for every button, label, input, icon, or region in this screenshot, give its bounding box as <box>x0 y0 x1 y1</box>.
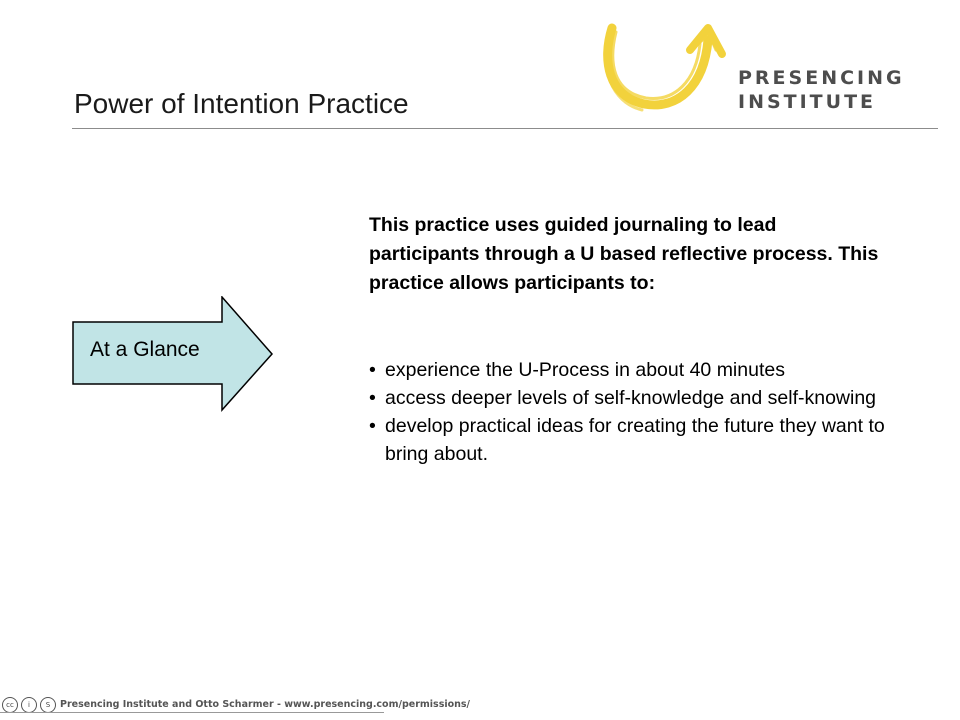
list-item <box>369 384 909 412</box>
list-item-text: develop practical ideas for creating the future they want to bring about. <box>385 415 885 465</box>
benefits-list <box>369 356 909 468</box>
logo-line-2: INSTITUTE <box>738 91 877 113</box>
presencing-u-logo-icon <box>592 20 732 120</box>
footer-underline <box>0 712 384 713</box>
list-item-text: experience the U-Process in about 40 minutes <box>385 359 785 381</box>
at-a-glance-label: At a Glance <box>90 338 200 361</box>
license-icons <box>2 697 56 713</box>
logo-line-1: PRESENCING <box>738 67 905 89</box>
attribution-icon: i <box>21 697 37 713</box>
bullet-icon: • <box>369 387 376 409</box>
slide-title: Power of Intention Practice <box>74 88 409 119</box>
title-underline <box>72 128 938 129</box>
license-footer <box>0 690 960 720</box>
cc-icon: cc <box>2 697 18 713</box>
presencing-institute-wordmark <box>738 66 905 114</box>
list-item <box>369 356 909 384</box>
license-text[interactable]: Presencing Institute and Otto Scharmer - www.presencing.com/permissions/ <box>60 699 471 710</box>
bullet-icon: • <box>369 415 376 437</box>
bullet-icon: • <box>369 359 376 381</box>
list-item <box>369 412 909 468</box>
intro-paragraph: This practice uses guided journaling to lead participants through a U based reflective process. This practice allows participants to: <box>369 214 879 294</box>
list-item-text: access deeper levels of self-knowledge and self-knowing <box>385 387 877 409</box>
share-alike-icon: S <box>40 697 56 713</box>
